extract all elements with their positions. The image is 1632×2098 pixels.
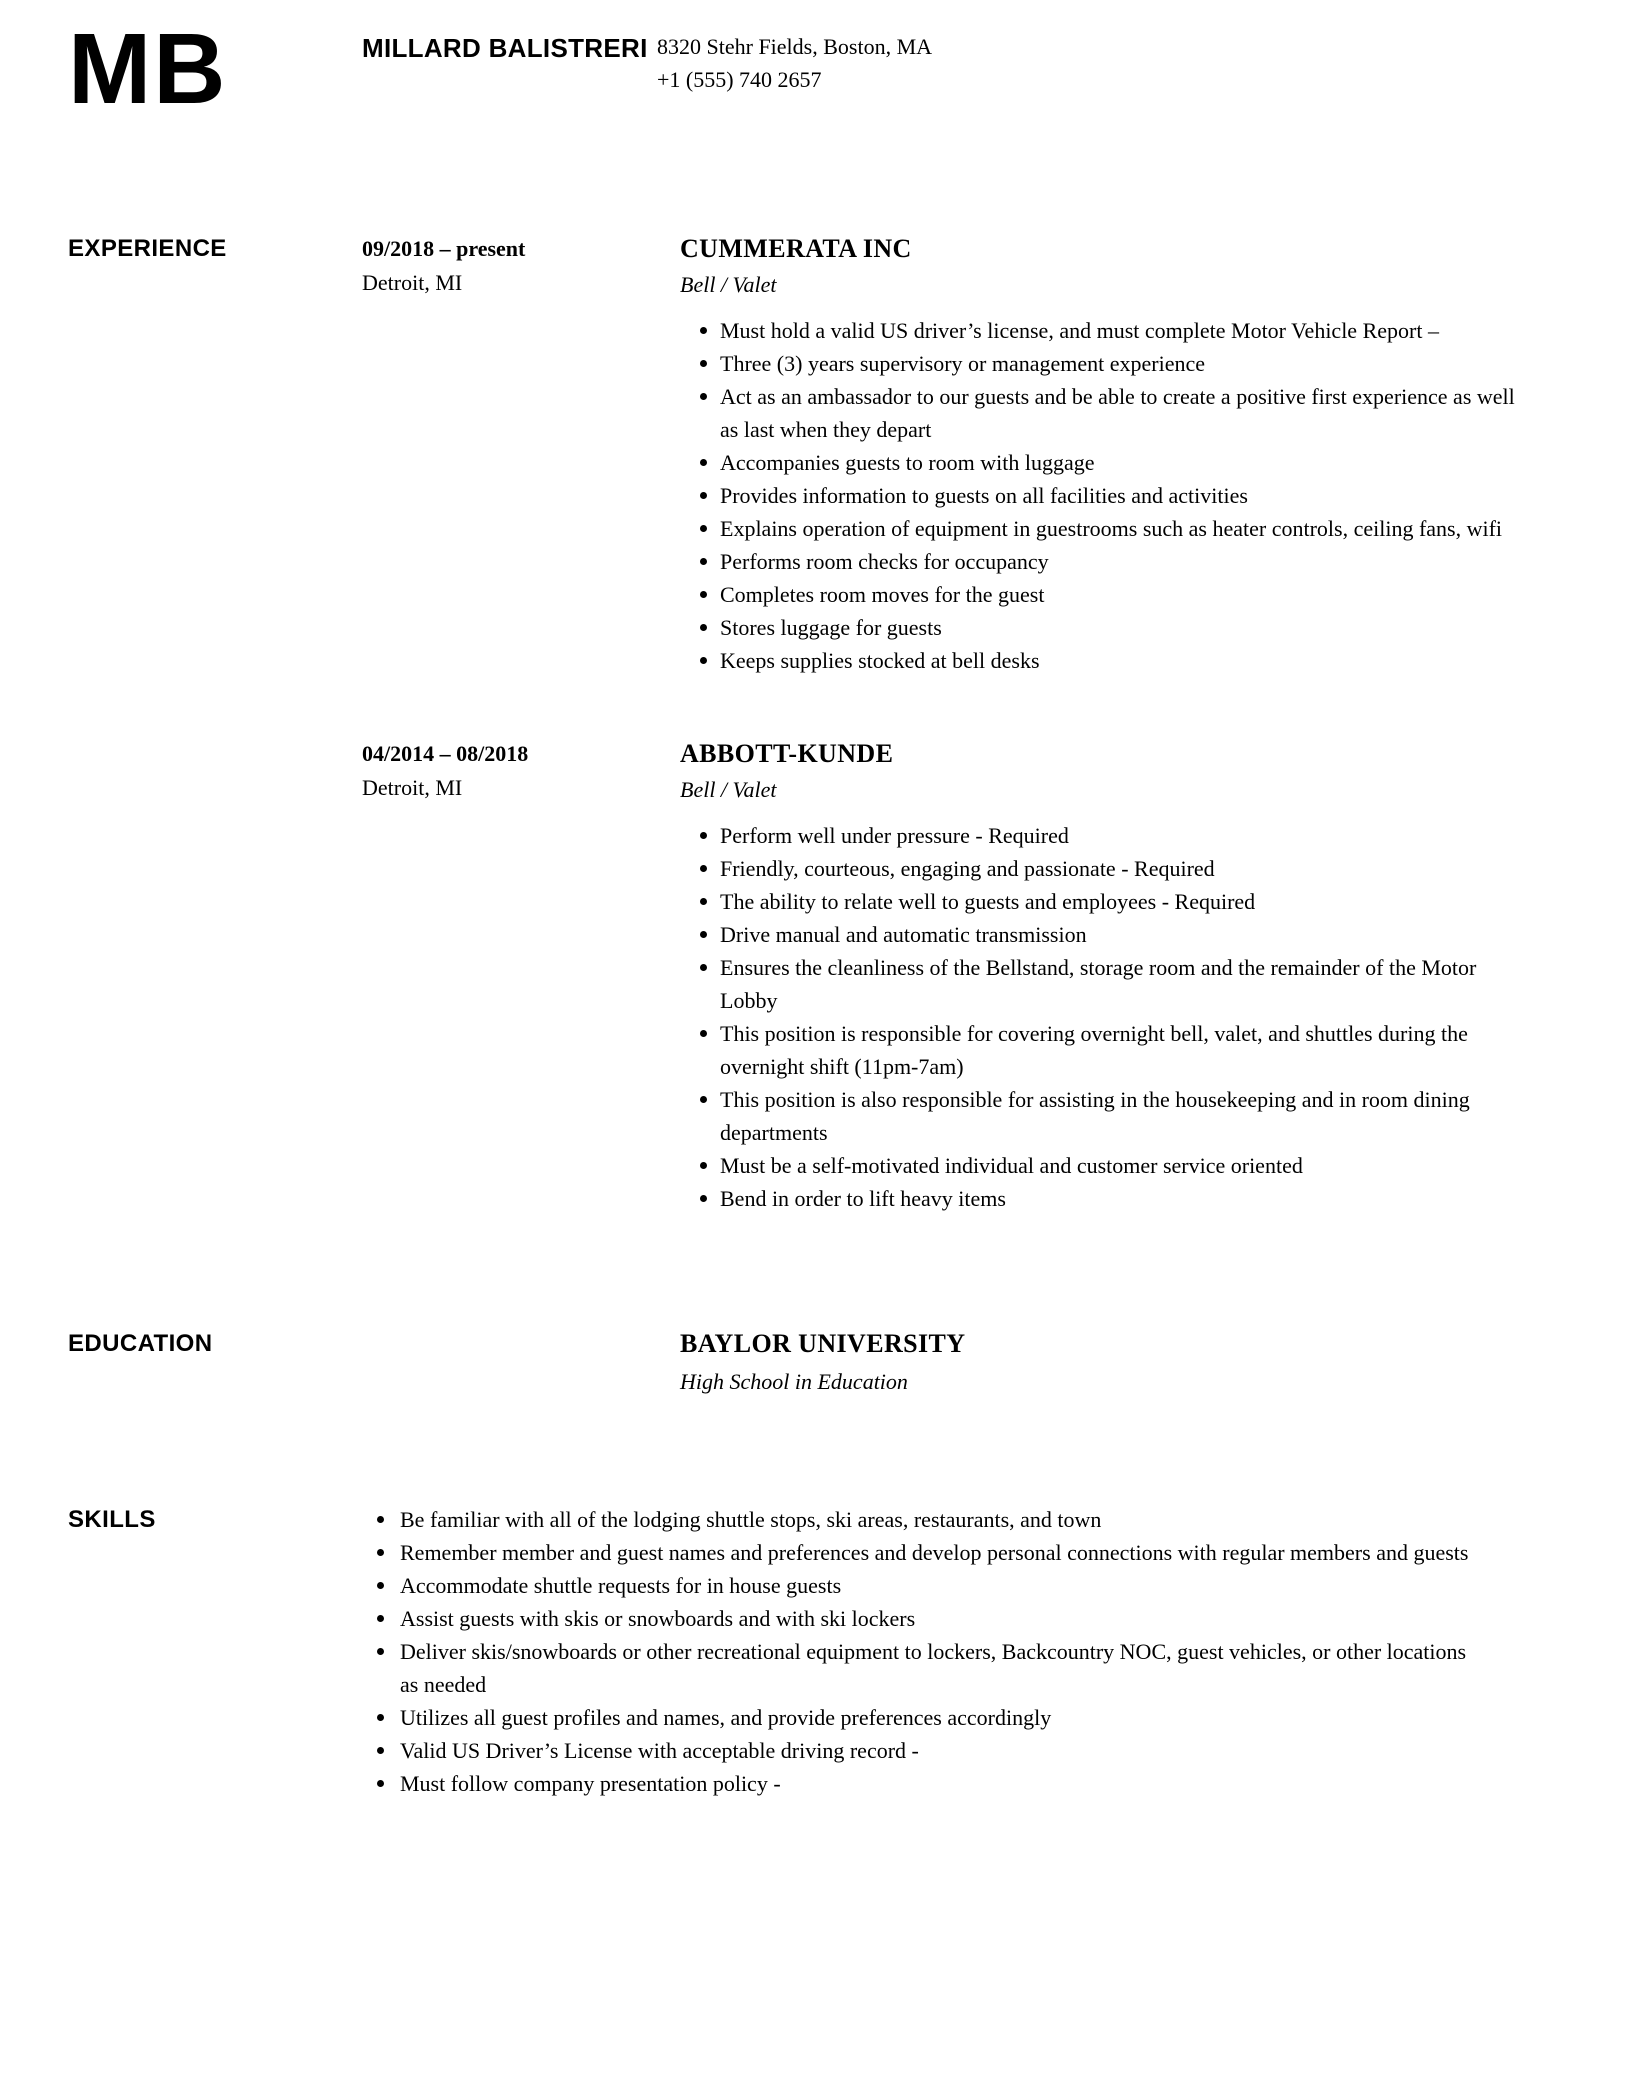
- school-name: BAYLOR UNIVERSITY: [680, 1329, 966, 1358]
- job-bullet-item: Must hold a valid US driver’s license, and must complete Motor Vehicle Report –: [700, 314, 1520, 347]
- skills-list: [362, 1503, 1472, 1800]
- skill-item: Utilizes all guest profiles and names, and provide preferences accordingly: [377, 1701, 1472, 1734]
- education-entry: [680, 1327, 1562, 1399]
- skill-item: Remember member and guest names and preferences and develop personal connections with regular members and guests: [377, 1536, 1472, 1569]
- job-entry: [680, 232, 1562, 677]
- contact-address: 8320 Stehr Fields, Boston, MA: [657, 34, 933, 59]
- job-bullet-item: Accompanies guests to room with luggage: [700, 446, 1520, 479]
- contact-block: [657, 28, 1562, 110]
- degree-title: High School in Education: [680, 1369, 908, 1394]
- job-bullet-item: Friendly, courteous, engaging and passionate - Required: [700, 852, 1520, 885]
- skill-item: Accommodate shuttle requests for in house guests: [377, 1569, 1472, 1602]
- company-name: ABBOTT-KUNDE: [680, 739, 894, 768]
- job-bullet-item: This position is responsible for covering overnight bell, valet, and shuttles during the overnight shift (11pm-7am): [700, 1017, 1520, 1083]
- job-bullet-item: Provides information to guests on all facilities and activities: [700, 479, 1520, 512]
- job-bullet-item: This position is also responsible for assisting in the housekeeping and in room dining departments: [700, 1083, 1520, 1149]
- skill-item: Valid US Driver’s License with acceptable driving record -: [377, 1734, 1472, 1767]
- job-bullet-item: Act as an ambassador to our guests and be able to create a positive first experience as well as last when they depart: [700, 380, 1520, 446]
- job-bullet-item: Stores luggage for guests: [700, 611, 1520, 644]
- skills-section: [68, 1503, 1562, 1800]
- monogram-initials: MB: [68, 13, 228, 125]
- skill-item: Assist guests with skis or snowboards and with ski lockers: [377, 1602, 1472, 1635]
- job-bullet-item: Ensures the cleanliness of the Bellstand, storage room and the remainder of the Motor Lobby: [700, 951, 1520, 1017]
- job-bullet-item: The ability to relate well to guests and employees - Required: [700, 885, 1520, 918]
- resume-header: [68, 13, 1562, 125]
- skill-item: Must follow company presentation policy -: [377, 1767, 1472, 1800]
- job-date-range: 09/2018 – present: [362, 236, 526, 261]
- job-bullet-item: Bend in order to lift heavy items: [700, 1182, 1520, 1215]
- skill-item: Be familiar with all of the lodging shuttle stops, ski areas, restaurants, and town: [377, 1503, 1472, 1536]
- job-bullet-list: [680, 314, 1520, 677]
- job-bullet-list: [680, 819, 1520, 1215]
- candidate-name: MILLARD BALISTRERI: [362, 33, 648, 63]
- company-name: CUMMERATA INC: [680, 234, 912, 263]
- job-bullet-item: Perform well under pressure - Required: [700, 819, 1520, 852]
- job-bullet-item: Drive manual and automatic transmission: [700, 918, 1520, 951]
- skill-item: Deliver skis/snowboards or other recreational equipment to lockers, Backcountry NOC, guest vehicles, or other locations as needed: [377, 1635, 1472, 1701]
- job-bullet-item: Keeps supplies stocked at bell desks: [700, 644, 1520, 677]
- education-section-label: EDUCATION: [68, 1330, 213, 1357]
- job-date-range: 04/2014 – 08/2018: [362, 741, 529, 766]
- job-bullet-item: Explains operation of equipment in guestrooms such as heater controls, ceiling fans, wifi: [700, 512, 1520, 545]
- experience-section: [68, 232, 1562, 1215]
- experience-section-label: EXPERIENCE: [68, 235, 227, 262]
- job-role: Bell / Valet: [680, 272, 777, 297]
- job-bullet-item: Must be a self-motivated individual and customer service oriented: [700, 1149, 1520, 1182]
- contact-phone: +1 (555) 740 2657: [657, 67, 822, 92]
- job-bullet-item: Three (3) years supervisory or management experience: [700, 347, 1520, 380]
- job-bullet-item: Completes room moves for the guest: [700, 578, 1520, 611]
- job-dates-block: [362, 232, 680, 300]
- skills-section-label: SKILLS: [68, 1506, 156, 1533]
- job-bullet-item: Performs room checks for occupancy: [700, 545, 1520, 578]
- job-location: Detroit, MI: [362, 270, 463, 295]
- job-role: Bell / Valet: [680, 777, 777, 802]
- job-dates-block: [362, 737, 680, 805]
- job-entry: [680, 737, 1562, 1215]
- education-section: [68, 1327, 1562, 1399]
- job-location: Detroit, MI: [362, 775, 463, 800]
